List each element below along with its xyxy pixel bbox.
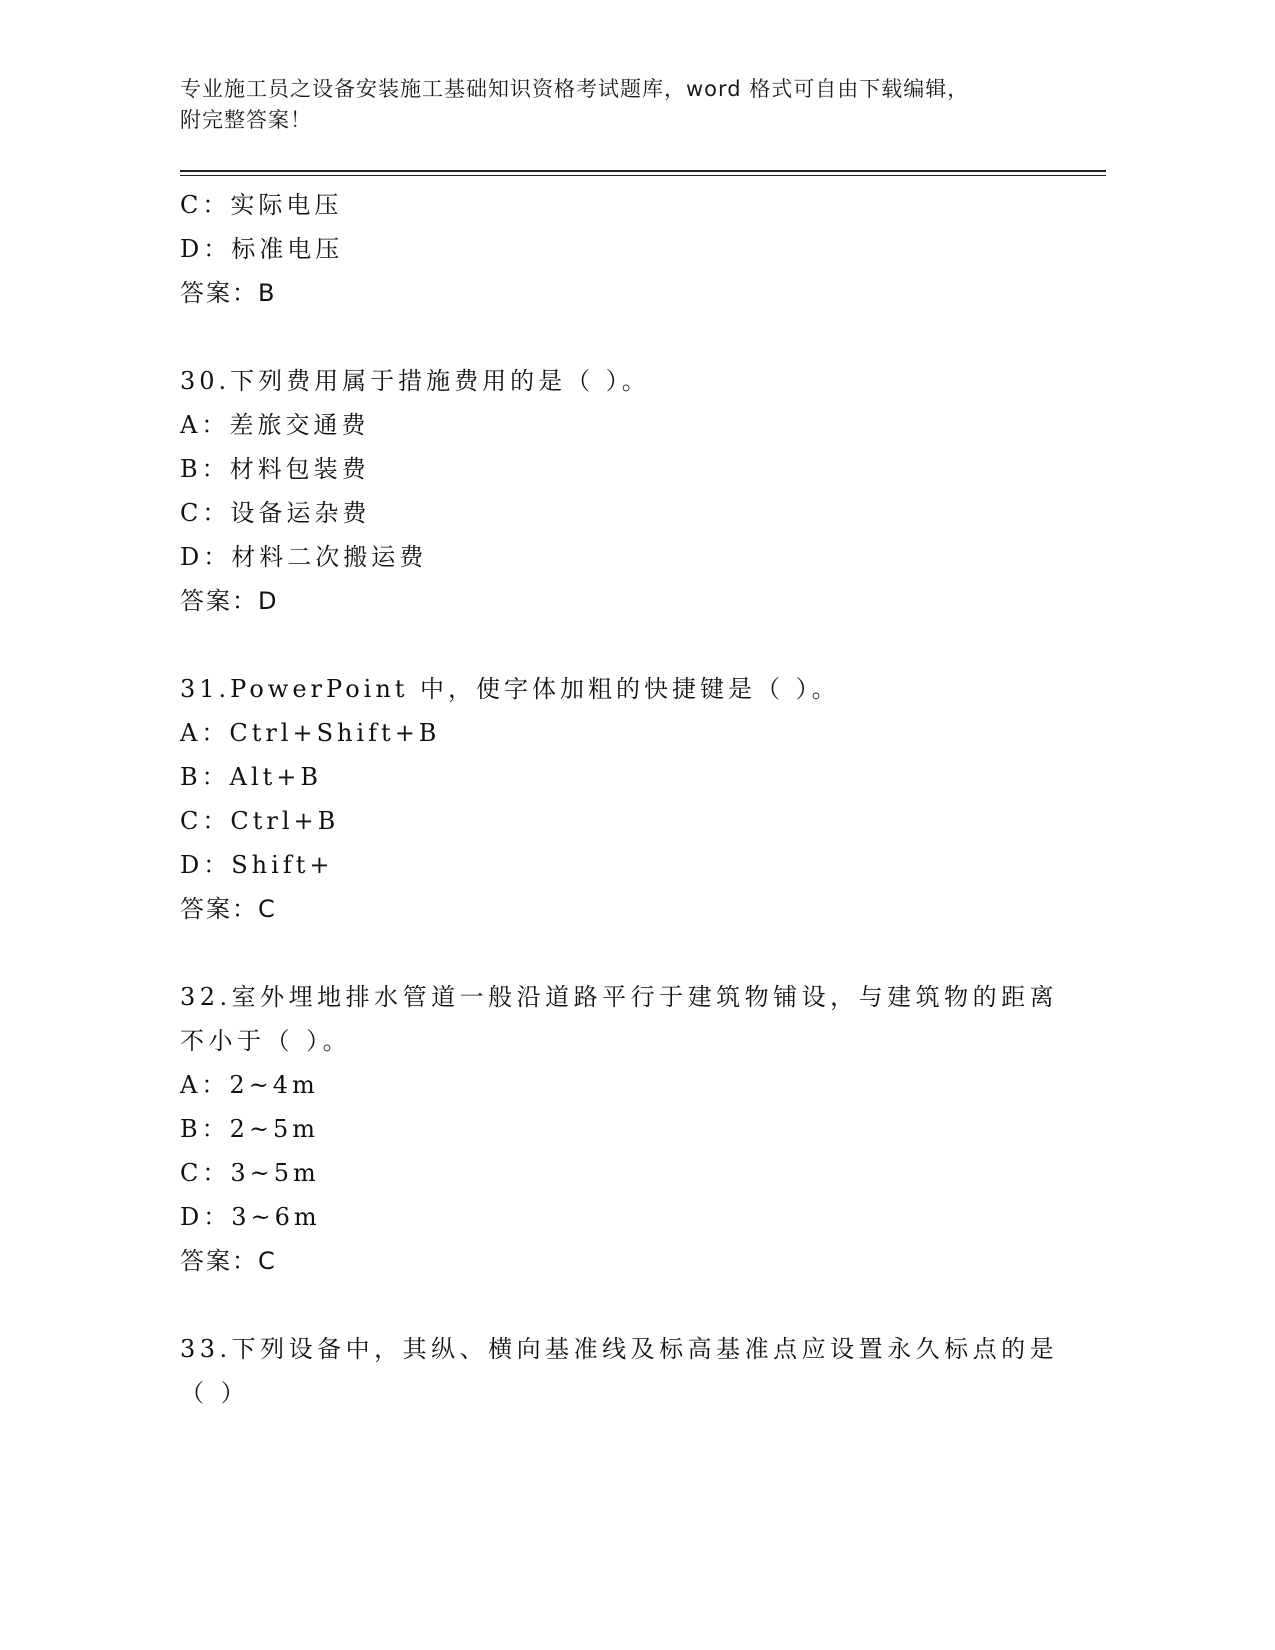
question-31: [180, 667, 1060, 931]
document-header: [180, 74, 1060, 136]
option-c: C：Ctrl+B: [180, 807, 340, 835]
option-b: B：Alt+B: [180, 763, 323, 791]
answer-label: 答案：D: [180, 587, 279, 615]
spacer: [180, 623, 1060, 667]
spacer: [180, 1283, 1060, 1327]
question-32: [180, 975, 1060, 1283]
option-c: C：设备运杂费: [180, 499, 371, 527]
question-text: 31.PowerPoint 中，使字体加粗的快捷键是（ ）。: [180, 675, 840, 703]
option-d: D：Shift+: [180, 851, 334, 879]
question-text: 33.下列设备中，其纵、横向基准线及标高基准点应设置永久标点的是（ ）: [180, 1335, 1059, 1407]
option-c: C：3~5m: [180, 1159, 320, 1187]
header-line-1: 专业施工员之设备安装施工基础知识资格考试题库，word 格式可自由下载编辑，: [180, 77, 970, 101]
header-divider-bottom: [180, 175, 1106, 176]
option-b: B：2~5m: [180, 1115, 320, 1143]
spacer: [180, 315, 1060, 359]
question-text: 32.室外埋地排水管道一般沿道路平行于建筑物铺设，与建筑物的距离不小于（ ）。: [180, 983, 1059, 1055]
question-33: [180, 1327, 1060, 1415]
option-d: D：3~6m: [180, 1203, 321, 1231]
header-divider-top: [180, 170, 1106, 172]
option-a: A：2~4m: [180, 1071, 319, 1099]
question-text: 30.下列费用属于措施费用的是（ ）。: [180, 367, 650, 395]
header-line-2: 附完整答案！: [180, 108, 312, 132]
question-list: [180, 183, 1060, 1415]
answer-label: 答案：C: [180, 1247, 277, 1275]
answer-label: 答案：C: [180, 895, 277, 923]
question-30: [180, 359, 1060, 623]
option-c: C：实际电压: [180, 191, 343, 219]
option-b: B：材料包装费: [180, 455, 370, 483]
question-29-continued: [180, 183, 1060, 315]
option-a: A：Ctrl+Shift+B: [180, 719, 441, 747]
option-d: D：材料二次搬运费: [180, 543, 428, 571]
answer-label: 答案：B: [180, 279, 277, 307]
option-a: A：差旅交通费: [180, 411, 370, 439]
spacer: [180, 931, 1060, 975]
option-d: D：标准电压: [180, 235, 344, 263]
